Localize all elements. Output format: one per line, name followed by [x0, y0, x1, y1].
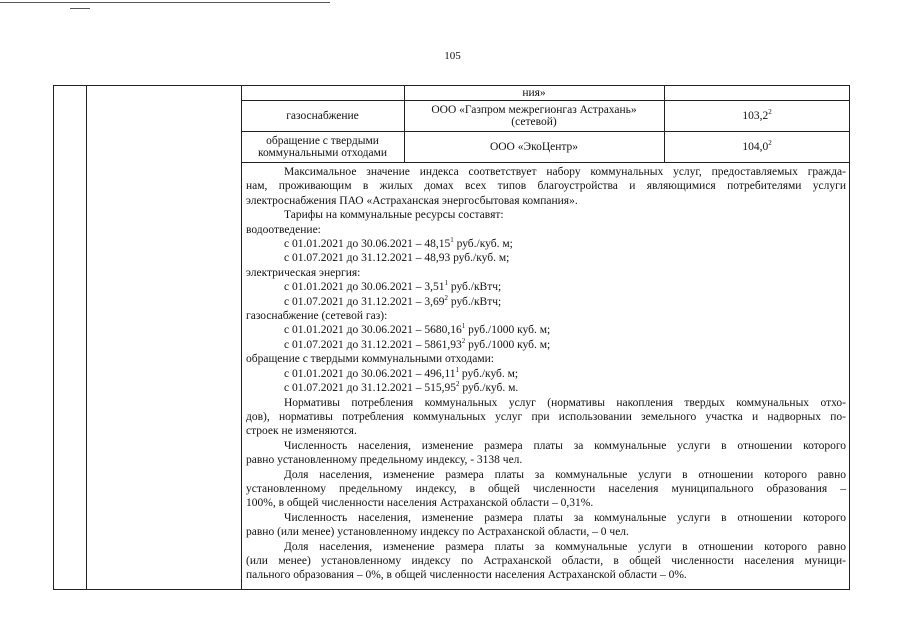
footnote-mark: 2 — [461, 337, 466, 346]
paragraph-line: равно (или менее) установленному индексу по Астраханской области, – 0 чел. — [246, 526, 629, 539]
paragraph-line: дов), нормативы потребления коммунальных услуг при использовании земельного участка и надворных по- — [246, 410, 846, 423]
paragraph-line: равно установленному предельному индексу, - 3138 чел. — [246, 454, 523, 467]
paragraph-line: электроснабжения ПАО «Астраханская энергосбытовая компания». — [246, 194, 578, 207]
body-text — [246, 165, 846, 583]
gas-heading: газоснабжение (сетевой газ): — [246, 310, 388, 323]
tariffs-intro: Тарифы на коммунальные ресурсы составят: — [284, 209, 504, 222]
paragraph-line: (или менее) установленному индексу по Астраханской области, в общей численности населения муници- — [246, 554, 846, 567]
paragraph-line: Доля населения, изменение размера платы за коммунальные услуги в отношении которого равно — [284, 468, 846, 481]
footnote-mark: 1 — [461, 322, 466, 331]
power-heading: электрическая энергия: — [246, 266, 361, 279]
table-fragment-text: ния» — [522, 87, 546, 99]
footnote-mark: 1 — [450, 236, 454, 245]
water-heading: водоотведение: — [246, 223, 321, 236]
footnote-mark: 1 — [455, 365, 460, 374]
tariff-line: с 01.01.2021 до 30.06.2021 – 496,11$^1$ руб./куб. м; — [284, 365, 519, 380]
scan-line-artifact — [0, 2, 330, 3]
row-divider — [241, 162, 850, 163]
tariff-line: с 01.07.2021 до 31.12.2021 – 3,69$^2$ руб./кВтч; — [284, 293, 502, 308]
tariff-line: с 01.01.2021 до 30.06.2021 – 5680,16$^1$ руб./1000 куб. м; — [284, 322, 551, 337]
tariff-line: с 01.07.2021 до 31.12.2021 – 515,95$^2$ руб./куб. м. — [284, 380, 519, 395]
footnote-mark: 1 — [444, 279, 448, 288]
table-cell-provider: ООО «ЭкоЦентр» — [489, 141, 579, 153]
table-cell-index: 104,0$^2$ — [742, 139, 772, 153]
table-cell-service: обращение с твердыми коммунальными отходами — [257, 135, 388, 159]
paragraph-line: Доля населения, изменение размера платы за коммунальные услуги в отношении которого равно — [284, 540, 846, 553]
tariff-line: с 01.07.2021 до 31.12.2021 – 48,93 руб./куб. м; — [284, 252, 510, 265]
paragraph-line: Численность населения, изменение размера платы за коммунальные услуги в отношении которого — [284, 439, 846, 452]
tariff-line: с 01.07.2021 до 31.12.2021 – 5861,93$^2$ руб./1000 куб. м; — [284, 337, 551, 351]
paragraph-line: нам, проживающим в жилых домах всех типов благоустройства и являющимися потребителями услуги — [246, 180, 846, 193]
tariff-line: с 01.01.2021 до 30.06.2021 – 3,51$^1$ руб./кВтч; — [284, 279, 502, 294]
table-cell-index: 103,2$^2$ — [742, 108, 772, 122]
footnote-mark: 2 — [768, 108, 772, 117]
paragraph-line: 100%, в общей численности населения Астраханской области – 0,31%. — [246, 497, 594, 510]
paragraph-line: установленному предельному индексу, в общей численности населения муниципального образования – — [246, 482, 846, 495]
paragraph-line: пального образования – 0%, в общей численности населения Астраханской области – 0%. — [246, 569, 687, 582]
scan-line-artifact — [70, 8, 90, 9]
footnote-mark: 2 — [768, 139, 772, 148]
waste-heading: обращение с твердыми коммунальными отходами: — [246, 353, 494, 366]
paragraph-line: строек не изменяются. — [246, 425, 357, 438]
table-cell-provider: ООО «Газпром межрегионгаз Астрахань» (сетевой) — [431, 104, 637, 128]
footnote-mark: 2 — [444, 293, 448, 302]
page-number: 105 — [444, 50, 461, 62]
tariff-line: с 01.01.2021 до 30.06.2021 – 48,15$^1$ руб./куб. м; — [284, 236, 513, 251]
paragraph-line: Максимальное значение индекса соответствует набору коммунальных услуг, предоставляемых гражда- — [284, 166, 846, 178]
column-divider — [86, 85, 87, 590]
footnote-mark: 2 — [455, 380, 460, 389]
paragraph-line: Численность населения, изменение размера платы за коммунальные услуги в отношении которого — [284, 511, 846, 524]
paragraph-line: Нормативы потребления коммунальных услуг (нормативы накопления твердых коммунальных отхо- — [284, 396, 846, 409]
table-cell-service: газоснабжение — [286, 110, 359, 122]
